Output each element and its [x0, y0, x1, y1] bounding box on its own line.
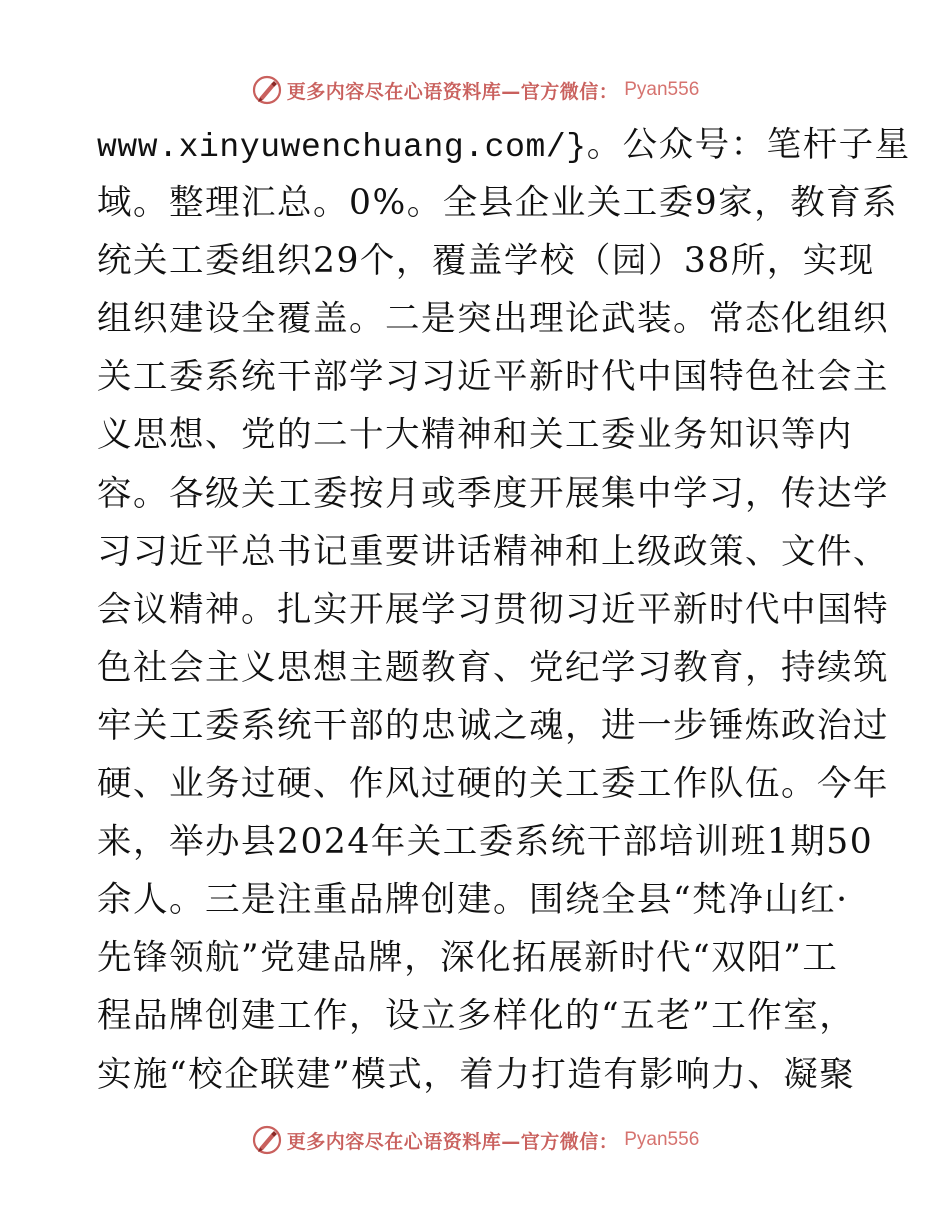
text-segment: 。公众号：笔杆子星	[586, 125, 911, 165]
text-line: 义思想、党的二十大精神和关工委业务知识等内	[97, 415, 853, 456]
text-line: 实施“校企联建”模式，着力打造有影响力、凝聚	[97, 1054, 856, 1095]
text-line: 容。各级关工委按月或季度开展集中学习，传达学	[97, 473, 889, 514]
text-line: 域。整理汇总。0%。全县企业关工委9家，教育系	[97, 183, 899, 224]
url-text: www.xinyuwenchuang.com/}	[97, 129, 587, 166]
red-pen-circle-logo-icon	[251, 1124, 283, 1156]
text-line: 牢关工委系统干部的忠诚之魂，进一步锤炼政治过	[97, 705, 889, 746]
header-watermark-banner	[0, 70, 950, 110]
text-line: 习习近平总书记重要讲话精神和上级政策、文件、	[97, 531, 889, 572]
text-line: 先锋领航”党建品牌，深化拓展新时代“双阳”工	[97, 938, 839, 979]
text-line: 统关工委组织29个，覆盖学校（园）38所，实现	[97, 241, 875, 282]
red-pen-circle-logo-icon	[251, 74, 283, 106]
watermark-text: 更多内容尽在心语资料库—官方微信：	[286, 1130, 619, 1153]
text-line: 会议精神。扎实开展学习贯彻习近平新时代中国特	[97, 589, 889, 630]
text-line: 硬、业务过硬、作风过硬的关工委工作队伍。今年	[97, 764, 889, 805]
watermark-text: 更多内容尽在心语资料库—官方微信：	[286, 80, 619, 103]
document-body	[97, 116, 911, 1104]
footer-watermark-banner	[0, 1120, 950, 1160]
text-line: 余人。三是注重品牌创建。围绕全县“梵净山红·	[97, 880, 849, 921]
text-line: 组织建设全覆盖。二是突出理论武装。常态化组织	[97, 299, 889, 340]
text-line: 来，举办县2024年关工委系统干部培训班1期50	[97, 822, 874, 863]
wechat-id: Pyan556	[624, 1129, 700, 1150]
wechat-id: Pyan556	[624, 79, 700, 100]
text-line: 关工委系统干部学习习近平新时代中国特色社会主	[97, 357, 889, 398]
text-line: 色社会主义思想主题教育、党纪学习教育，持续筑	[97, 647, 889, 688]
text-line	[97, 116, 911, 174]
text-line: 程品牌创建工作，设立多样化的“五老”工作室，	[97, 996, 856, 1037]
